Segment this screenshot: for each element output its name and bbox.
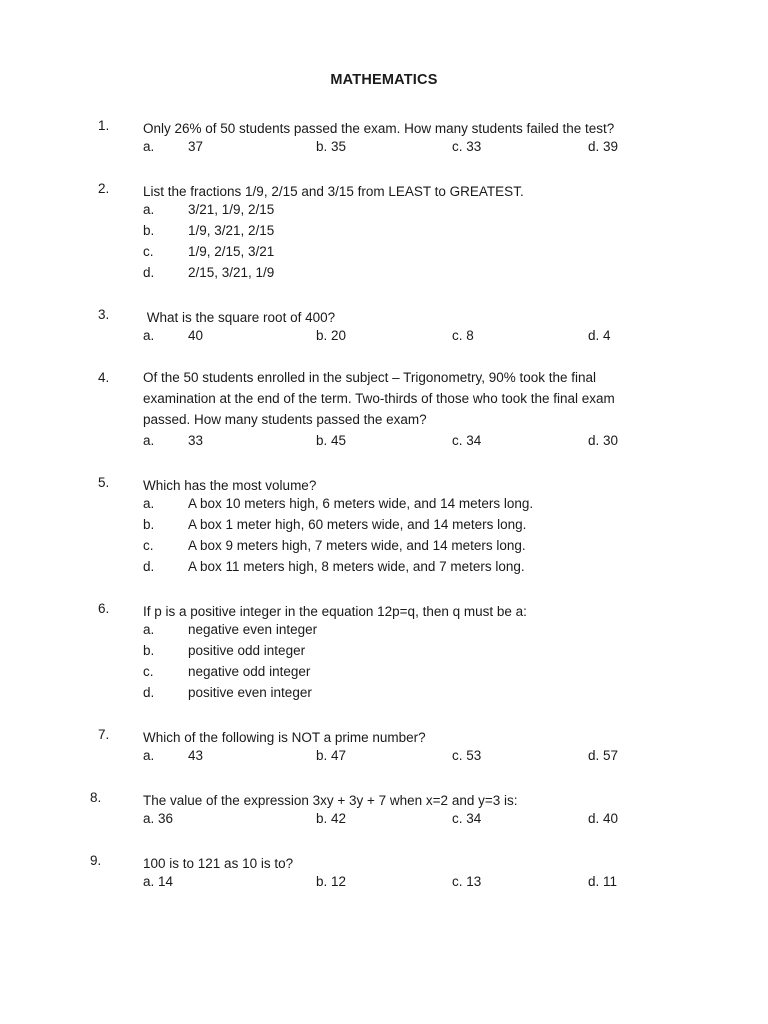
question-number: 3. bbox=[98, 307, 110, 322]
option-letter: a. bbox=[143, 433, 155, 448]
question-text: The value of the expression 3xy + 3y + 7 when x=2 and y=3 is: bbox=[143, 793, 518, 808]
option-value: A box 11 meters high, 8 meters wide, and 7 meters long. bbox=[188, 559, 525, 574]
answer-row bbox=[0, 748, 768, 769]
option-b: b. 42 bbox=[316, 811, 347, 826]
answer-row bbox=[0, 811, 768, 832]
option-row bbox=[0, 643, 768, 664]
option-letter: b. bbox=[143, 643, 155, 658]
option-row bbox=[0, 517, 768, 538]
option-row bbox=[0, 223, 768, 244]
option-letter: a. bbox=[143, 748, 155, 763]
option-c: c. 34 bbox=[452, 811, 482, 826]
question-text: Which of the following is NOT a prime number? bbox=[143, 730, 426, 745]
option-value: A box 10 meters high, 6 meters wide, and 14 meters long. bbox=[188, 496, 534, 511]
option-value: 40 bbox=[188, 328, 204, 343]
option-letter: a. bbox=[143, 622, 155, 637]
option-c: c. 13 bbox=[452, 874, 482, 889]
option-value: positive even integer bbox=[188, 685, 312, 700]
question-number: 9. bbox=[90, 853, 102, 868]
option-c: c. 34 bbox=[452, 433, 482, 448]
question-text: Only 26% of 50 students passed the exam. How many students failed the test? bbox=[143, 121, 615, 136]
question-number: 1. bbox=[98, 118, 110, 133]
page-title: MATHEMATICS bbox=[330, 72, 438, 88]
question-text-line bbox=[0, 370, 768, 391]
question-text-line bbox=[0, 412, 768, 433]
option-value: 33 bbox=[188, 433, 204, 448]
option-letter: a. bbox=[143, 496, 155, 511]
option-value: 43 bbox=[188, 748, 204, 763]
question-text: List the fractions 1/9, 2/15 and 3/15 from LEAST to GREATEST. bbox=[143, 184, 524, 199]
question-text: passed. How many students passed the exam? bbox=[143, 412, 427, 427]
option-value: 1/9, 2/15, 3/21 bbox=[188, 244, 275, 259]
option-row bbox=[0, 538, 768, 559]
option-d: d. 39 bbox=[588, 139, 619, 154]
option-d: d. 30 bbox=[588, 433, 619, 448]
question-text: Which has the most volume? bbox=[143, 478, 317, 493]
option-a: a. 14 bbox=[143, 874, 174, 889]
option-value: 3/21, 1/9, 2/15 bbox=[188, 202, 275, 217]
option-row bbox=[0, 202, 768, 223]
question-number: 5. bbox=[98, 475, 110, 490]
answer-row bbox=[0, 874, 768, 895]
option-value: negative even integer bbox=[188, 622, 318, 637]
option-value: 37 bbox=[188, 139, 204, 154]
question-number: 2. bbox=[98, 181, 110, 196]
option-a: a. 36 bbox=[143, 811, 174, 826]
answer-row bbox=[0, 139, 768, 160]
option-letter: d. bbox=[143, 559, 155, 574]
question-text: Of the 50 students enrolled in the subject – Trigonometry, 90% took the final bbox=[143, 370, 597, 385]
option-b: b. 35 bbox=[316, 139, 347, 154]
option-letter: c. bbox=[143, 244, 154, 259]
answer-row bbox=[0, 328, 768, 349]
option-value: A box 1 meter high, 60 meters wide, and 14 meters long. bbox=[188, 517, 527, 532]
question-text-line bbox=[0, 391, 768, 412]
option-value: positive odd integer bbox=[188, 643, 306, 658]
question-number: 8. bbox=[90, 790, 102, 805]
option-c: c. 33 bbox=[452, 139, 482, 154]
option-c: c. 8 bbox=[452, 328, 474, 343]
option-row bbox=[0, 622, 768, 643]
question-text: What is the square root of 400? bbox=[143, 310, 336, 325]
option-letter: d. bbox=[143, 265, 155, 280]
option-letter: d. bbox=[143, 685, 155, 700]
option-b: b. 47 bbox=[316, 748, 347, 763]
question-text: 100 is to 121 as 10 is to? bbox=[143, 856, 294, 871]
question-number: 6. bbox=[98, 601, 110, 616]
option-letter: a. bbox=[143, 328, 155, 343]
option-row bbox=[0, 496, 768, 517]
option-row bbox=[0, 664, 768, 685]
option-row bbox=[0, 685, 768, 706]
option-value: negative odd integer bbox=[188, 664, 311, 679]
option-letter: a. bbox=[143, 139, 155, 154]
question-number: 7. bbox=[98, 727, 110, 742]
option-d: d. 4 bbox=[588, 328, 611, 343]
question-number: 4. bbox=[98, 370, 110, 385]
option-letter: c. bbox=[143, 538, 154, 553]
option-b: b. 12 bbox=[316, 874, 347, 889]
option-letter: b. bbox=[143, 223, 155, 238]
option-row bbox=[0, 559, 768, 580]
option-letter: a. bbox=[143, 202, 155, 217]
option-value: 2/15, 3/21, 1/9 bbox=[188, 265, 275, 280]
option-letter: b. bbox=[143, 517, 155, 532]
option-value: 1/9, 3/21, 2/15 bbox=[188, 223, 275, 238]
option-d: d. 57 bbox=[588, 748, 619, 763]
option-value: A box 9 meters high, 7 meters wide, and 14 meters long. bbox=[188, 538, 526, 553]
option-c: c. 53 bbox=[452, 748, 482, 763]
option-row bbox=[0, 265, 768, 286]
question-text: examination at the end of the term. Two-thirds of those who took the final exam bbox=[143, 391, 615, 406]
answer-row bbox=[0, 433, 768, 454]
option-b: b. 45 bbox=[316, 433, 347, 448]
option-b: b. 20 bbox=[316, 328, 347, 343]
option-d: d. 40 bbox=[588, 811, 619, 826]
question-text: If p is a positive integer in the equation 12p=q, then q must be a: bbox=[143, 604, 527, 619]
option-row bbox=[0, 244, 768, 265]
option-d: d. 11 bbox=[588, 874, 618, 889]
option-letter: c. bbox=[143, 664, 154, 679]
